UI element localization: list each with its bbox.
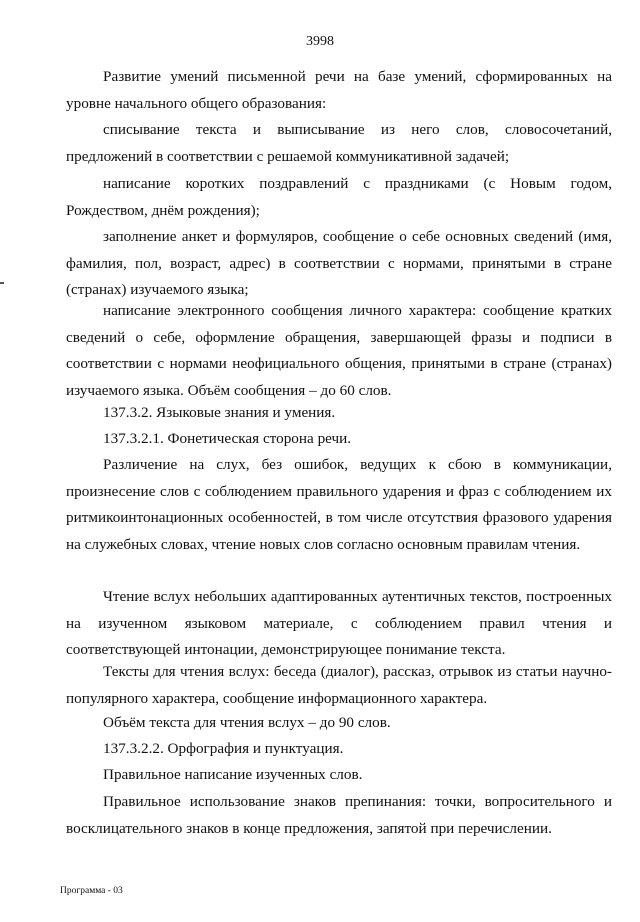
paragraph-text: Правильное написание изученных слов. [103, 766, 363, 783]
paragraph-text: Развитие умений письменной речи на базе умений, сформированных на уровне начального общего образования: [66, 68, 612, 112]
paragraph-text: написание коротких поздравлений с праздниками (с Новым годом, Рождеством, днём рождения); [66, 175, 612, 219]
section-heading-orthography [66, 736, 612, 763]
paragraph-text: Различение на слух, без ошибок, ведущих к сбою в коммуникации, произнесение слов с соблюдением правильного ударения и фраз с соблюдением их ритмикоинтонационных особенностей, в том числе отсутствия фразового ударения на служебных словах, чтение новых слов согласно основным правилам чтения. [66, 456, 612, 553]
paragraph-text: Тексты для чтения вслух: беседа (диалог), рассказ, отрывок из статьи научно-популярного характера, сообщение информационного характера. [66, 663, 612, 707]
paragraph-text: Правильное использование знаков препинания: точки, вопросительного и восклицательного знаков в конце предложения, запятой при перечислении. [66, 793, 612, 837]
paragraph-text: 137.3.2.2. Орфография и пунктуация. [103, 740, 344, 757]
footer-label: Программа - 03 [60, 886, 123, 896]
paragraph-text: 137.3.2.1. Фонетическая сторона речи. [103, 430, 352, 447]
paragraph-email [66, 298, 612, 404]
paragraph-forms [66, 224, 612, 304]
paragraph-text: написание электронного сообщения личного характера: сообщение кратких сведений о себе, оформление обращения, завершающей фразы и подписи в соответствии с нормами неофициального общения, принятыми в стране (странах) изучаемого языка. Объём сообщения – до 60 слов. [66, 302, 612, 399]
paragraph-text: списывание текста и выписывание из него слов, словосочетаний, предложений в соответствии с решаемой коммуникативной задачей; [66, 121, 612, 165]
paragraph-spelling [66, 762, 612, 789]
page-number: 3998 [306, 34, 334, 49]
paragraph-text: Объём текста для чтения вслух – до 90 слов. [103, 714, 391, 731]
paragraph-copying [66, 117, 612, 170]
margin-mark [0, 282, 4, 284]
paragraph-greetings [66, 171, 612, 224]
paragraph-writing-skills [66, 64, 612, 117]
paragraph-text: заполнение анкет и формуляров, сообщение о себе основных сведений (имя, фамилия, пол, возраст, адрес) в соответствии с нормами, принятыми в стране (странах) изучаемого языка; [66, 228, 612, 298]
paragraph-texts-for-reading [66, 659, 612, 712]
paragraph-punctuation [66, 789, 612, 842]
paragraph-text: 137.3.2. Языковые знания и умения. [103, 404, 336, 421]
section-heading-language-skills [66, 400, 612, 427]
paragraph-text: Чтение вслух небольших адаптированных аутентичных текстов, построенных на изученном языковом материале, с соблюдением правил чтения и соответствующей интонации, демонстрирующее понимание текста. [66, 588, 612, 658]
paragraph-reading-aloud [66, 584, 612, 664]
section-heading-phonetics [66, 426, 612, 453]
paragraph-distinguishing [66, 452, 612, 558]
paragraph-text-volume [66, 710, 612, 737]
